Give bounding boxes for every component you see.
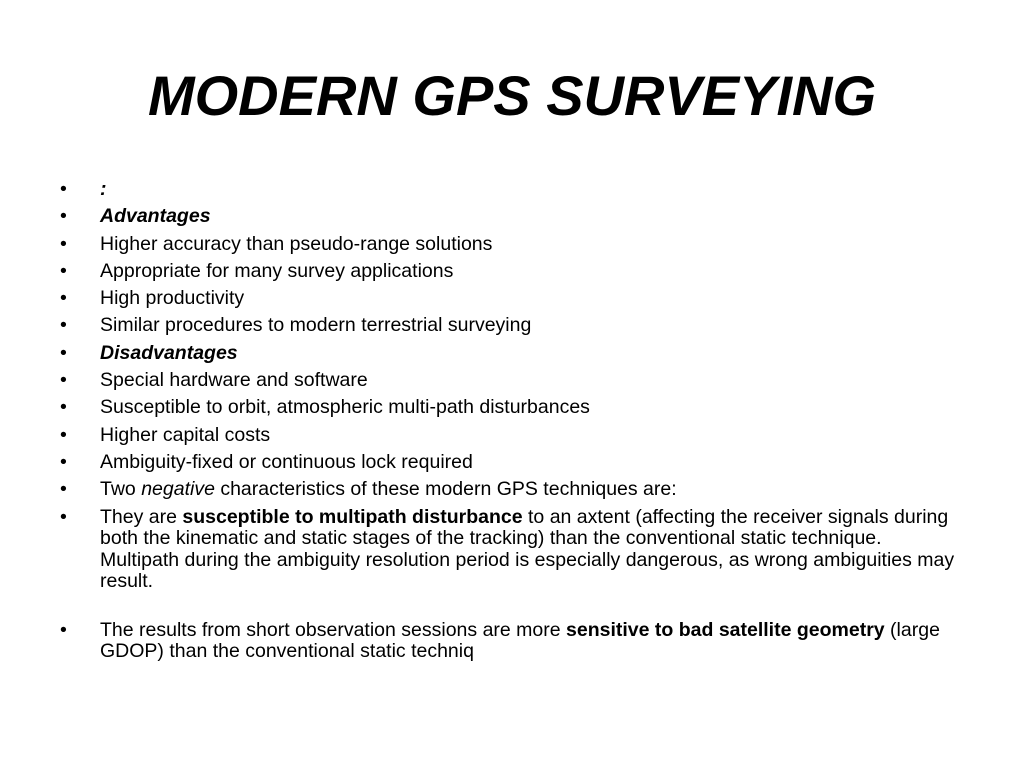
list-item (60, 315, 960, 337)
bullet-dot: • (60, 259, 67, 282)
bullet-text (100, 478, 677, 500)
list-item (60, 288, 960, 310)
bullet-dot: • (60, 314, 67, 337)
text-segment: characteristics of these modern GPS techniques are: (214, 478, 677, 501)
bullet-text: Similar procedures to modern terrestrial surveying (100, 314, 532, 337)
bullet-text (100, 619, 940, 663)
bullet-dot: • (60, 396, 67, 419)
bullet-dot: • (60, 423, 67, 446)
list-item (60, 206, 960, 228)
bullet-text (100, 506, 954, 593)
list-item (60, 452, 960, 474)
list-item (60, 370, 960, 392)
text-segment: Two (100, 478, 142, 501)
bullet-dot: • (60, 478, 67, 501)
bullet-text: Appropriate for many survey applications (100, 259, 454, 282)
text-segment: The results from short observation sessions are more (100, 618, 567, 641)
list-item (60, 507, 960, 593)
bullet-text: Higher accuracy than pseudo-range solutions (100, 232, 493, 255)
disadvantages-heading: Disadvantages (100, 341, 238, 364)
slide-title: MODERN GPS SURVEYING (147, 64, 877, 127)
emphasis-text: negative (141, 478, 215, 501)
list-item (60, 479, 960, 501)
bullet-dot: • (60, 618, 67, 641)
bullet-dot: • (60, 341, 67, 364)
bullet-text: Susceptible to orbit, atmospheric multi-path disturbances (100, 396, 590, 419)
list-item (60, 425, 960, 447)
bullet-text: : (100, 178, 107, 200)
bullet-text: Higher capital costs (100, 423, 271, 446)
strong-text: sensitive to bad satellite geometry (566, 618, 885, 641)
advantages-heading: Advantages (100, 205, 211, 228)
bullet-dot: • (60, 287, 67, 310)
bullet-text: High productivity (100, 287, 245, 310)
list-item (60, 397, 960, 419)
bullet-text: Special hardware and software (100, 369, 368, 392)
list-item (60, 620, 960, 663)
list-item (60, 179, 960, 201)
bullet-text: Ambiguity-fixed or continuous lock required (100, 450, 473, 473)
list-item (60, 261, 960, 283)
bullet-dot: • (60, 369, 67, 392)
strong-text: susceptible to multipath disturbance (182, 505, 523, 528)
bullet-dot: • (60, 450, 67, 473)
bullet-dot: • (60, 232, 67, 255)
bullet-list (60, 179, 960, 668)
list-item (60, 234, 960, 256)
text-segment: to an axtent (affecting the receiver signals during both the kinematic and static stages of the tracking) than the conventional static technique. Multipath during the ambiguity resolution period is especially dangerous, as wrong ambiguities may result. (100, 505, 955, 593)
list-item (60, 343, 960, 365)
bullet-dot: • (60, 178, 67, 200)
text-segment: (large GDOP) than the conventional static techniq (100, 618, 940, 663)
bullet-dot: • (60, 205, 67, 228)
bullet-dot: • (60, 505, 67, 528)
text-segment: They are (100, 505, 183, 528)
